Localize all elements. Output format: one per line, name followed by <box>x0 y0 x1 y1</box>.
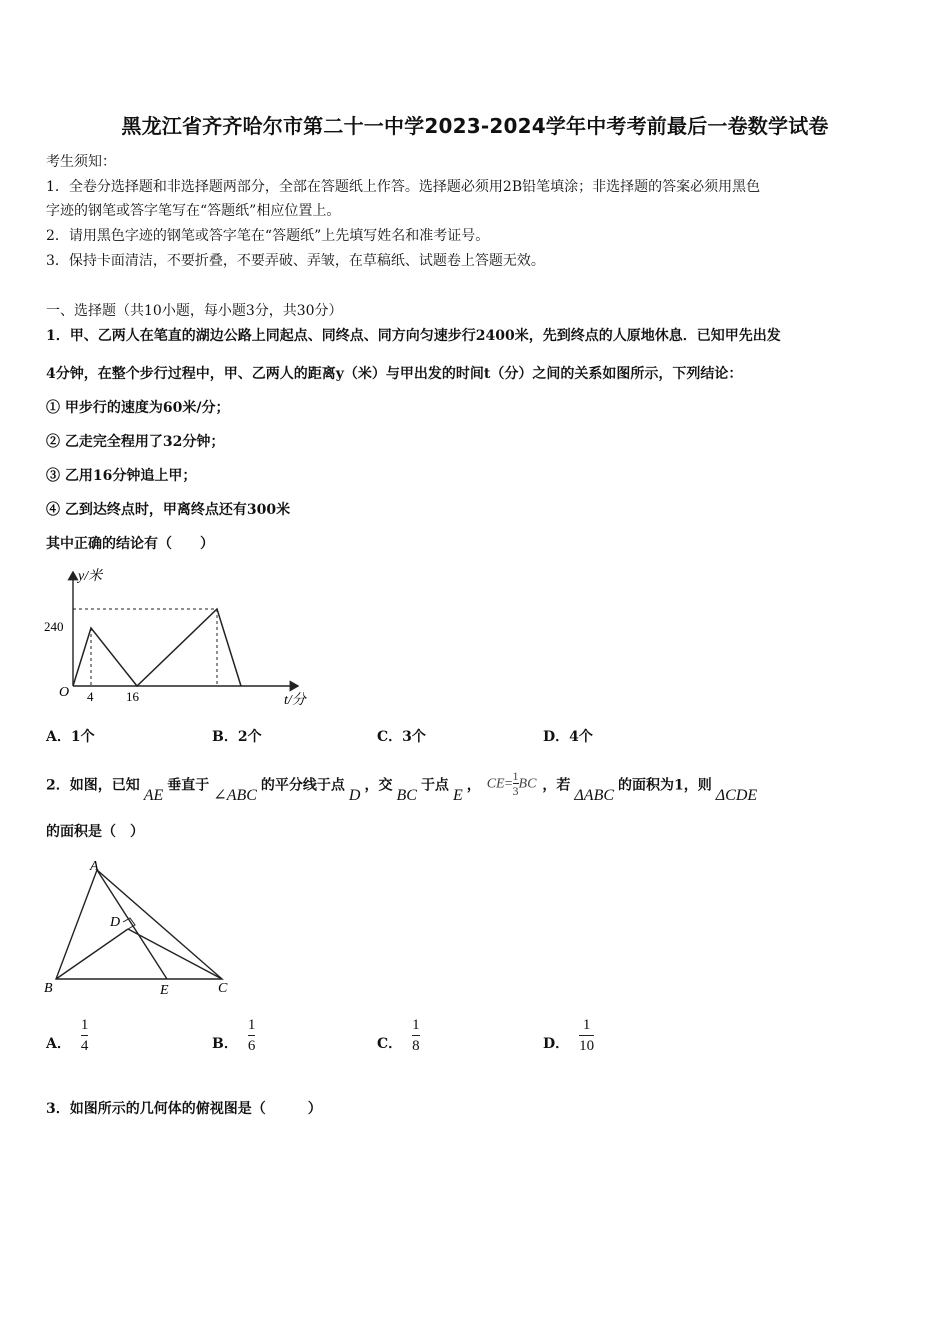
q2-label-e: E <box>160 983 169 998</box>
q2-math-ce: CE <box>486 776 505 792</box>
q2-equals: = <box>504 776 513 792</box>
notice-item-2: 2．请用黑色字迹的钢笔或答字笔在“答题纸”上先填写姓名和准考证号。 <box>46 228 490 244</box>
q2-line-2: 的面积是（ ） <box>46 824 144 840</box>
q2-math-triangle-cde: ΔCDE <box>715 786 758 804</box>
q2-option-d-den: 10 <box>579 1038 595 1054</box>
q1-line-1: 1．甲、乙两人在笔直的湖边公路上同起点、同终点、同方向匀速步行2400米，先到终点的人原地休息．已知甲先出发 <box>46 328 781 344</box>
q2-text-4: ，交 <box>364 777 393 794</box>
q1-statement-4: ④ 乙到达终点时，甲离终点还有300米 <box>46 502 291 518</box>
q1-xtick-16: 16 <box>126 689 139 704</box>
q1-origin-label: O <box>59 685 70 700</box>
q2-triangle-figure <box>40 856 240 998</box>
q1-option-c[interactable]: C．3个 <box>377 729 426 745</box>
q2-math-bc: BC <box>396 786 417 804</box>
q1-question: 其中正确的结论有（ ） <box>46 536 214 552</box>
q2-math-ae: AE <box>143 786 164 804</box>
q2-option-c-num: 1 <box>412 1017 420 1033</box>
q2-text-3: 的平分线于点 <box>260 777 345 794</box>
q2-option-d-fraction <box>579 1016 594 1055</box>
q1-y-axis-label: y/米 <box>78 569 103 584</box>
q2-math-e: E <box>452 786 463 804</box>
q2-option-c[interactable] <box>377 1016 420 1055</box>
q2-option-a[interactable] <box>46 1016 88 1055</box>
q2-triangle-abc <box>56 870 222 979</box>
notice-item-3: 3．保持卡面清洁，不要折叠，不要弄破、弄皱，在草稿纸、试题卷上答题无效。 <box>46 253 545 269</box>
page-title: 黑龙江省齐齐哈尔市第二十一中学2023-2024学年中考考前最后一卷数学试卷 <box>121 114 829 138</box>
section-heading: 一、选择题（共10小题，每小题3分，共30分） <box>46 303 343 319</box>
q3-question: 3．如图所示的几何体的俯视图是（ ） <box>46 1101 322 1117</box>
q2-option-a-den: 4 <box>80 1038 89 1054</box>
q2-option-c-fraction <box>412 1016 420 1055</box>
q2-ce-equation <box>487 770 537 797</box>
q1-option-d[interactable]: D．4个 <box>543 729 593 745</box>
q2-segment-dc <box>128 929 222 979</box>
q2-option-b-label: B． <box>212 1035 238 1052</box>
q2-option-d-label: D． <box>543 1035 570 1052</box>
q2-label-a: A <box>90 859 99 874</box>
q2-option-c-label: C． <box>377 1035 403 1052</box>
q2-line-1 <box>46 769 761 808</box>
q2-text-1: 2．如图，已知 <box>46 777 140 794</box>
q1-distance-time-graph <box>40 562 330 712</box>
q1-statement-3: ③ 乙用16分钟追上甲； <box>46 468 197 484</box>
notice-item-1a: 1．全卷分选择题和非选择题两部分，全部在答题纸上作答。选择题必须用2B铅笔填涂；非选择题的答案必须用黑色 <box>46 179 761 195</box>
q2-text-2: 垂直于 <box>167 777 210 794</box>
q2-math-angle-abc: ∠ABC <box>213 786 257 804</box>
q2-label-c: C <box>218 981 228 996</box>
q2-text-5: 于点 <box>420 777 449 794</box>
q1-ytick-240: 240 <box>44 619 64 634</box>
q2-text-7: ，若 <box>542 777 571 794</box>
q2-option-a-num: 1 <box>80 1017 89 1033</box>
q2-option-b-num: 1 <box>247 1017 256 1033</box>
q1-x-axis-label: t/分 <box>284 693 306 708</box>
q1-statement-1: ① 甲步行的速度为60米/分； <box>46 400 230 416</box>
q2-label-d: D <box>110 915 121 930</box>
q2-text-8: 的面积为1，则 <box>618 777 712 794</box>
q1-distance-line <box>73 609 241 686</box>
q2-ce-fraction-den: 3 <box>512 784 519 798</box>
q2-math-triangle-abc: ΔABC <box>574 786 615 804</box>
q2-segment-ae <box>97 870 167 979</box>
q2-option-c-den: 8 <box>412 1038 420 1054</box>
q2-option-d[interactable] <box>543 1016 594 1055</box>
q2-math-d: D <box>348 786 361 804</box>
notice-heading: 考生须知： <box>46 154 116 170</box>
q2-segment-bd <box>56 929 128 979</box>
q2-math-bc-2: BC <box>518 776 537 792</box>
notice-item-1b: 字迹的钢笔或答字笔写在“答题纸”相应位置上。 <box>46 203 341 219</box>
q1-option-b[interactable]: B．2个 <box>212 729 262 745</box>
q2-option-b-den: 6 <box>247 1038 256 1054</box>
q1-xtick-4: 4 <box>87 689 94 704</box>
q2-option-a-label: A． <box>46 1035 71 1052</box>
q1-line-2: 4分钟，在整个步行过程中，甲、乙两人的距离y（米）与甲出发的时间t（分）之间的关系如图所示，下列结论： <box>46 366 743 382</box>
q2-option-d-num: 1 <box>582 1017 591 1033</box>
q2-ce-fraction-num: 1 <box>512 769 519 783</box>
q2-option-b[interactable] <box>212 1016 255 1055</box>
q2-label-b: B <box>44 981 53 996</box>
q2-text-6: ， <box>466 777 481 794</box>
q2-option-b-fraction <box>248 1016 256 1055</box>
q1-option-a[interactable]: A．1个 <box>46 729 95 745</box>
q2-option-a-fraction <box>81 1016 89 1055</box>
q1-statement-2: ② 乙走完全程用了32分钟； <box>46 434 225 450</box>
